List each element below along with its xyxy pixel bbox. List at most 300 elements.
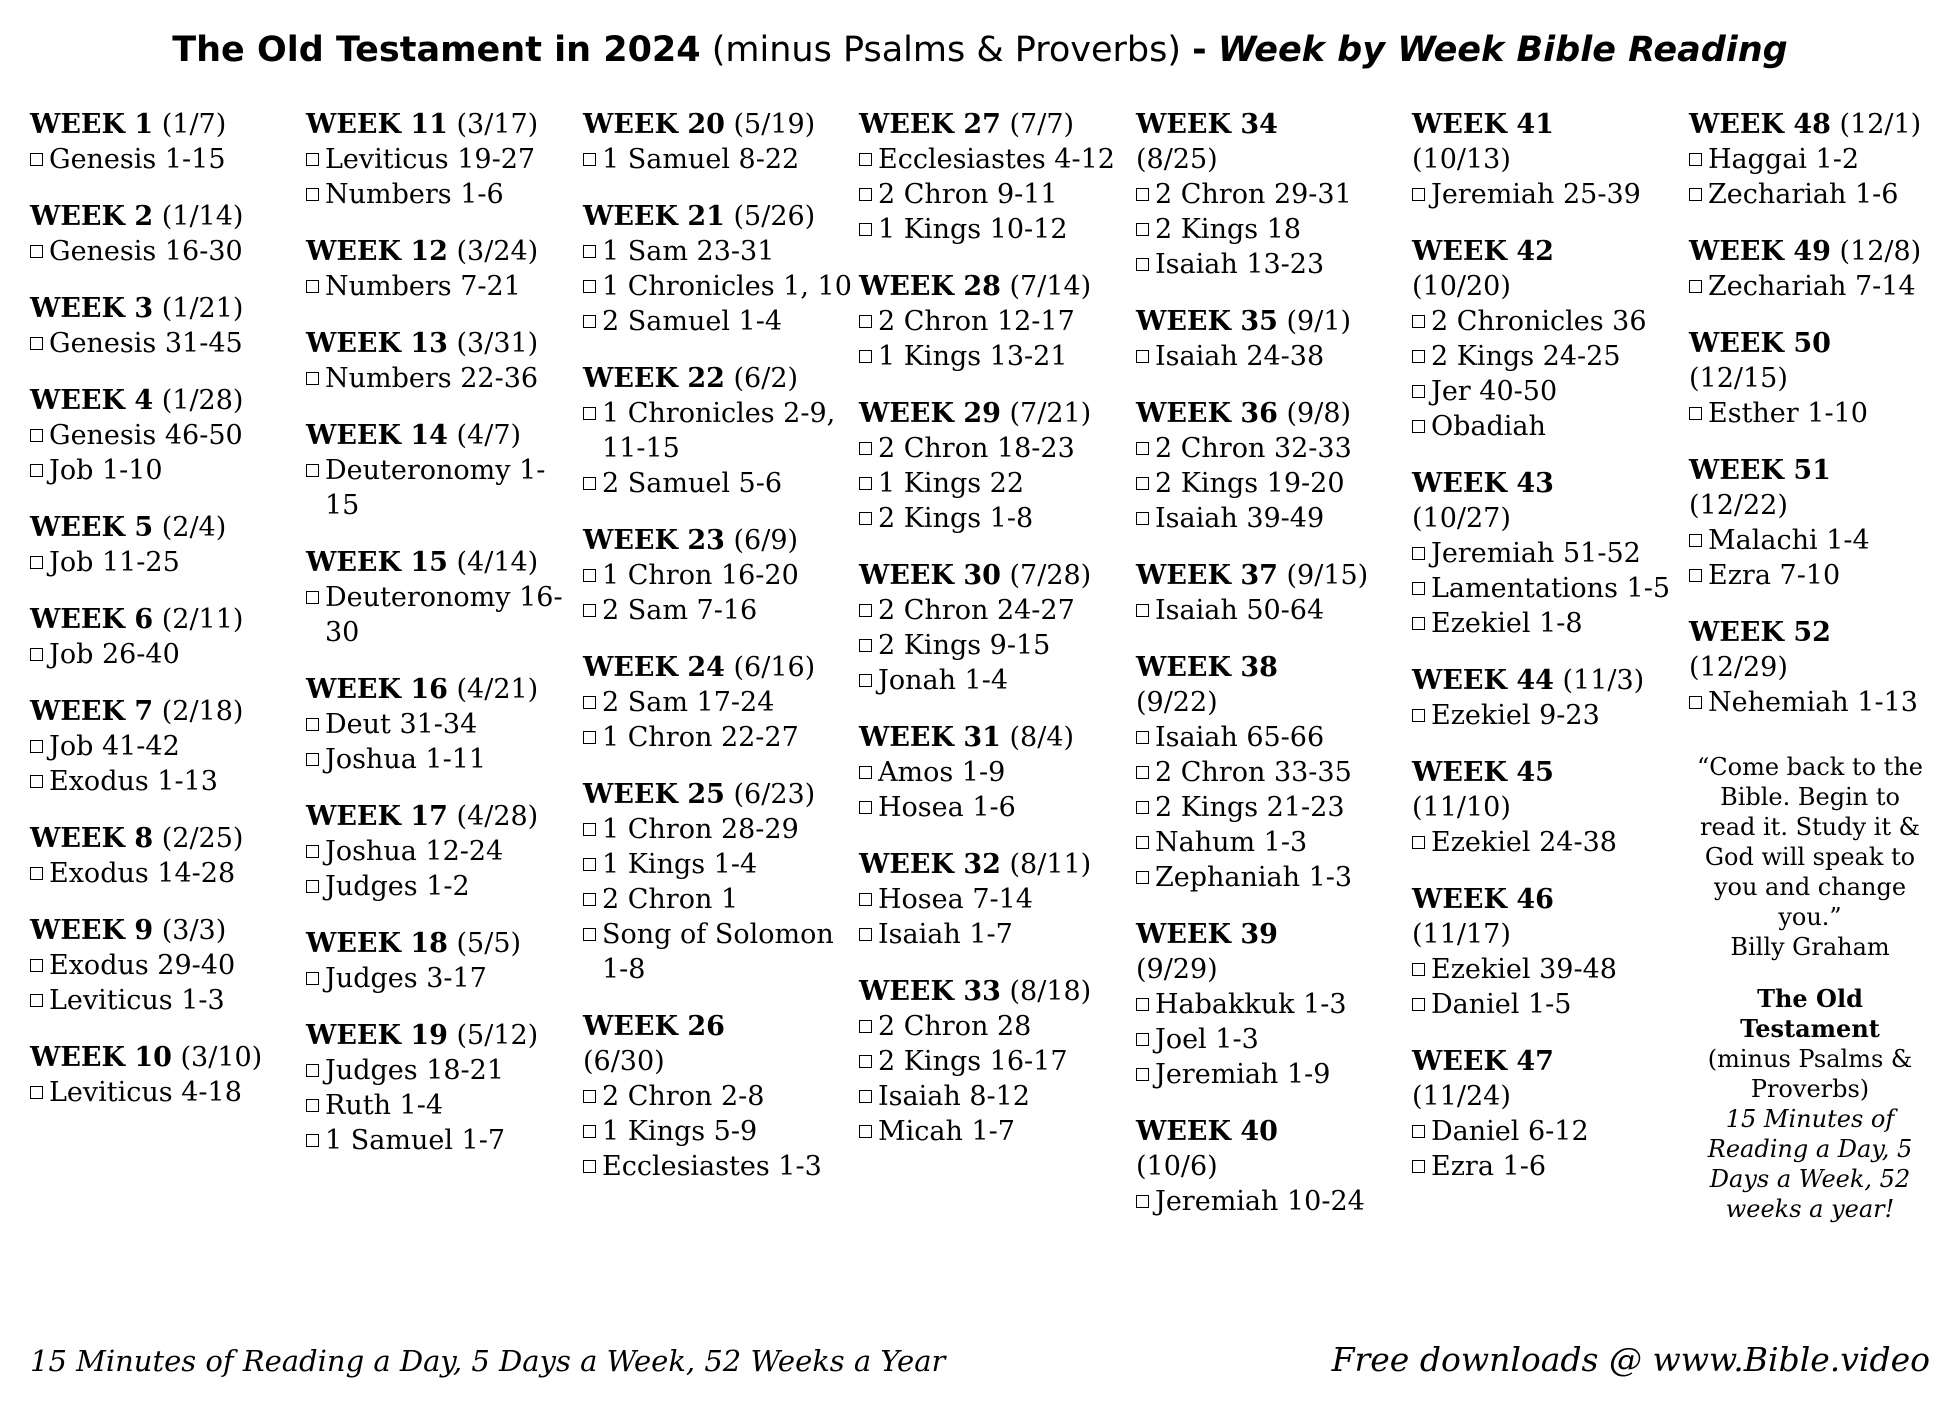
reading-text: 2 Samuel 1-4: [602, 306, 783, 337]
checkbox-icon[interactable]: [1136, 1033, 1149, 1046]
week-date: (2/4): [161, 512, 227, 543]
week-label: WEEK 29: [859, 398, 1001, 429]
checkbox-icon[interactable]: [1412, 998, 1425, 1011]
week-label: WEEK 48: [1689, 109, 1831, 140]
reading-item: [30, 764, 302, 799]
checkbox-icon[interactable]: [1136, 350, 1149, 363]
week-label: WEEK 9: [30, 915, 154, 946]
week-block: [859, 396, 1131, 536]
checkbox-icon[interactable]: [583, 1090, 596, 1103]
reading-text: Daniel 6-12: [1431, 1116, 1589, 1147]
checkbox-icon[interactable]: [583, 893, 596, 906]
week-block: [30, 694, 302, 799]
week-heading: [1412, 466, 1684, 536]
reading-item: [306, 361, 578, 396]
checkbox-icon[interactable]: [859, 153, 872, 166]
week-label: WEEK 8: [30, 823, 154, 854]
week-date: (2/11): [161, 604, 244, 635]
checkbox-icon[interactable]: [583, 858, 596, 871]
checkbox-icon[interactable]: [1136, 604, 1149, 617]
reading-text: Jeremiah 1-9: [1155, 1059, 1331, 1090]
checkbox-icon[interactable]: [1136, 477, 1149, 490]
week-label: WEEK 34: [1136, 109, 1278, 140]
week-heading: [1689, 615, 1960, 685]
checkbox-icon[interactable]: [859, 1020, 872, 1033]
checkbox-icon[interactable]: [583, 604, 596, 617]
reading-text: Joshua 1-11: [325, 744, 487, 775]
checkbox-icon[interactable]: [583, 153, 596, 166]
week-heading: [859, 107, 1131, 142]
reading-text: 1 Kings 5-9: [602, 1116, 758, 1147]
checkbox-icon[interactable]: [583, 477, 596, 490]
checkbox-icon[interactable]: [859, 350, 872, 363]
week-label: WEEK 10: [30, 1042, 172, 1073]
reading-text: Numbers 7-21: [325, 271, 521, 302]
reading-text: Leviticus 4-18: [49, 1077, 242, 1108]
week-label: WEEK 14: [306, 420, 448, 451]
week-label: WEEK 17: [306, 801, 448, 832]
reading-text: Isaiah 8-12: [878, 1081, 1030, 1112]
reading-text: 1 Kings 22: [878, 468, 1025, 499]
week-label: WEEK 13: [306, 328, 448, 359]
reading-item: [30, 983, 302, 1018]
checkbox-icon[interactable]: [30, 867, 43, 880]
reading-item: [306, 580, 578, 650]
reading-item: [30, 948, 302, 983]
checkbox-icon[interactable]: [583, 823, 596, 836]
checkbox-icon[interactable]: [30, 775, 43, 788]
week-block: [1136, 1114, 1408, 1219]
week-heading: [1412, 755, 1684, 825]
reading-item: [1136, 825, 1408, 860]
week-date: (7/21): [1009, 398, 1092, 429]
week-date: (6/2): [733, 363, 799, 394]
reading-text: Genesis 16-30: [49, 236, 243, 267]
reading-item: [1689, 177, 1960, 212]
week-column: [583, 107, 855, 1206]
reading-text: Micah 1-7: [878, 1116, 1015, 1147]
checkbox-icon[interactable]: [583, 928, 596, 941]
week-date: (12/15): [1689, 363, 1788, 394]
checkbox-icon[interactable]: [1136, 766, 1149, 779]
reading-text: Nahum 1-3: [1155, 827, 1308, 858]
week-label: WEEK 46: [1412, 884, 1554, 915]
reading-item: [1136, 501, 1408, 536]
checkbox-icon[interactable]: [583, 696, 596, 709]
week-date: (4/14): [456, 547, 539, 578]
reading-item: [859, 755, 1131, 790]
week-block: [1412, 882, 1684, 1022]
checkbox-icon[interactable]: [1689, 534, 1702, 547]
checkbox-icon[interactable]: [306, 188, 319, 201]
reading-item: [30, 856, 302, 891]
checkbox-icon[interactable]: [859, 442, 872, 455]
week-heading: [1136, 107, 1408, 177]
week-block: [1689, 453, 1960, 593]
reading-text: 2 Chron 18-23: [878, 433, 1075, 464]
checkbox-icon[interactable]: [306, 464, 319, 477]
week-heading: [1136, 650, 1408, 720]
reading-text: Amos 1-9: [878, 757, 1006, 788]
checkbox-icon[interactable]: [30, 959, 43, 972]
week-column: [306, 107, 578, 1180]
reading-text: 1 Kings 13-21: [878, 341, 1068, 372]
checkbox-icon[interactable]: [859, 801, 872, 814]
reading-item: [1689, 523, 1960, 558]
checkbox-icon[interactable]: [859, 928, 872, 941]
checkbox-icon[interactable]: [306, 972, 319, 985]
reading-text: Genesis 1-15: [49, 144, 226, 175]
week-label: WEEK 3: [30, 293, 154, 324]
checkbox-icon[interactable]: [1136, 1195, 1149, 1208]
checkbox-icon[interactable]: [859, 604, 872, 617]
reading-text: Job 26-40: [49, 639, 180, 670]
reading-item: [306, 707, 578, 742]
week-label: WEEK 40: [1136, 1116, 1278, 1147]
reading-text: 2 Sam 7-16: [602, 595, 758, 626]
week-date: (7/14): [1009, 271, 1092, 302]
reading-item: [859, 917, 1131, 952]
week-heading: [30, 913, 302, 948]
week-label: WEEK 47: [1412, 1046, 1554, 1077]
reading-text: 1 Chronicles 1, 10: [602, 271, 852, 302]
checkbox-icon[interactable]: [30, 556, 43, 569]
reading-item: [1412, 952, 1684, 987]
reading-item: [306, 142, 578, 177]
checkbox-icon[interactable]: [1689, 407, 1702, 420]
reading-text: 1 Chron 16-20: [602, 560, 799, 591]
checkbox-icon[interactable]: [583, 1160, 596, 1173]
checkbox-icon[interactable]: [1136, 442, 1149, 455]
week-heading: [1689, 326, 1960, 396]
checkbox-icon[interactable]: [1412, 547, 1425, 560]
reading-text: Isaiah 39-49: [1155, 503, 1325, 534]
reading-text: Jonah 1-4: [878, 665, 1009, 696]
checkbox-icon[interactable]: [30, 648, 43, 661]
checkbox-icon[interactable]: [859, 1055, 872, 1068]
checkbox-icon[interactable]: [859, 639, 872, 652]
week-label: WEEK 43: [1412, 468, 1554, 499]
checkbox-icon[interactable]: [1136, 1068, 1149, 1081]
reading-item: [583, 882, 855, 917]
reading-item: [30, 1075, 302, 1110]
checkbox-icon[interactable]: [1412, 709, 1425, 722]
checkbox-icon[interactable]: [1412, 188, 1425, 201]
week-label: WEEK 45: [1412, 757, 1554, 788]
reading-text: 1 Kings 10-12: [878, 214, 1068, 245]
week-date: (7/7): [1009, 109, 1075, 140]
reading-item: [859, 882, 1131, 917]
week-label: WEEK 11: [306, 109, 448, 140]
checkbox-icon[interactable]: [583, 245, 596, 258]
week-date: (10/6): [1136, 1151, 1218, 1182]
checkbox-icon[interactable]: [1412, 963, 1425, 976]
checkbox-icon[interactable]: [306, 591, 319, 604]
week-heading: [30, 383, 302, 418]
checkbox-icon[interactable]: [1136, 188, 1149, 201]
reading-item: [30, 545, 302, 580]
week-block: [583, 523, 855, 628]
reading-item: [583, 720, 855, 755]
week-label: WEEK 2: [30, 201, 154, 232]
reading-text: 2 Chron 1: [602, 884, 739, 915]
reading-item: [1412, 177, 1684, 212]
week-block: [859, 720, 1131, 825]
week-heading: [1136, 396, 1408, 431]
week-date: (9/29): [1136, 954, 1218, 985]
checkbox-icon[interactable]: [30, 337, 43, 350]
reading-item: [30, 326, 302, 361]
week-date: (9/22): [1136, 687, 1218, 718]
week-label: WEEK 24: [583, 652, 725, 683]
week-heading: [859, 974, 1131, 1009]
checkbox-icon[interactable]: [1136, 512, 1149, 525]
week-date: (7/28): [1009, 560, 1092, 591]
checkbox-icon[interactable]: [30, 994, 43, 1007]
reading-text: Genesis 31-45: [49, 328, 243, 359]
week-block: [583, 650, 855, 755]
week-date: (11/24): [1412, 1081, 1511, 1112]
checkbox-icon[interactable]: [30, 245, 43, 258]
week-heading: [859, 396, 1131, 431]
week-heading: [1689, 453, 1960, 523]
checkbox-icon[interactable]: [583, 280, 596, 293]
checkbox-icon[interactable]: [306, 1134, 319, 1147]
checkbox-icon[interactable]: [306, 880, 319, 893]
week-block: [306, 418, 578, 523]
reading-text: 2 Chron 24-27: [878, 595, 1075, 626]
reading-text: Ezekiel 39-48: [1431, 954, 1617, 985]
checkbox-icon[interactable]: [583, 731, 596, 744]
week-date: (5/5): [456, 928, 522, 959]
week-label: WEEK 21: [583, 201, 725, 232]
tagline-title: The Old Testament: [1740, 984, 1880, 1043]
checkbox-icon[interactable]: [1136, 998, 1149, 1011]
reading-text: 2 Chron 9-11: [878, 179, 1058, 210]
week-block: [30, 383, 302, 488]
checkbox-icon[interactable]: [1412, 836, 1425, 849]
checkbox-icon[interactable]: [1412, 420, 1425, 433]
reading-text: Judges 1-2: [325, 871, 470, 902]
checkbox-icon[interactable]: [583, 1125, 596, 1138]
page-title: [0, 30, 1960, 70]
week-date: (2/25): [161, 823, 244, 854]
checkbox-icon[interactable]: [1412, 350, 1425, 363]
reading-item: [583, 396, 855, 466]
reading-text: Lamentations 1-5: [1431, 573, 1670, 604]
week-block: [30, 602, 302, 672]
reading-text: Nehemiah 1-13: [1708, 687, 1918, 718]
checkbox-icon[interactable]: [859, 477, 872, 490]
reading-text: Jeremiah 51-52: [1431, 538, 1641, 569]
checkbox-icon[interactable]: [30, 429, 43, 442]
week-label: WEEK 18: [306, 928, 448, 959]
reading-text: Zechariah 1-6: [1708, 179, 1899, 210]
checkbox-icon[interactable]: [1136, 223, 1149, 236]
week-heading: [1136, 558, 1408, 593]
checkbox-icon[interactable]: [306, 845, 319, 858]
checkbox-icon[interactable]: [859, 674, 872, 687]
week-heading: [583, 777, 855, 812]
reading-text: 1 Sam 23-31: [602, 236, 775, 267]
week-date: (8/11): [1009, 849, 1092, 880]
week-block: [1136, 107, 1408, 282]
week-date: (4/7): [456, 420, 522, 451]
checkbox-icon[interactable]: [306, 372, 319, 385]
reading-text: Malachi 1-4: [1708, 525, 1870, 556]
checkbox-icon[interactable]: [30, 464, 43, 477]
reading-item: [306, 742, 578, 777]
checkbox-icon[interactable]: [859, 1090, 872, 1103]
reading-text: Jeremiah 25-39: [1431, 179, 1641, 210]
week-label: WEEK 42: [1412, 236, 1554, 267]
checkbox-icon[interactable]: [306, 280, 319, 293]
week-label: WEEK 35: [1136, 306, 1278, 337]
reading-item: [859, 304, 1131, 339]
checkbox-icon[interactable]: [859, 766, 872, 779]
week-label: WEEK 19: [306, 1020, 448, 1051]
reading-text: Song of Solomon 1-8: [602, 919, 834, 985]
week-date: (4/21): [456, 674, 539, 705]
week-block: [1689, 234, 1960, 304]
reading-text: Judges 18-21: [325, 1055, 505, 1086]
checkbox-icon[interactable]: [1689, 280, 1702, 293]
reading-text: 2 Kings 9-15: [878, 630, 1051, 661]
week-heading: [306, 1018, 578, 1053]
checkbox-icon[interactable]: [30, 1086, 43, 1099]
checkbox-icon[interactable]: [1136, 731, 1149, 744]
reading-text: 2 Samuel 5-6: [602, 468, 783, 499]
checkbox-icon[interactable]: [30, 153, 43, 166]
checkbox-icon[interactable]: [1136, 801, 1149, 814]
week-label: WEEK 39: [1136, 919, 1278, 950]
week-label: WEEK 51: [1689, 455, 1831, 486]
reading-text: 2 Sam 17-24: [602, 687, 775, 718]
reading-text: Job 41-42: [49, 731, 180, 762]
checkbox-icon[interactable]: [1412, 1125, 1425, 1138]
week-block: [306, 672, 578, 777]
week-label: WEEK 36: [1136, 398, 1278, 429]
checkbox-icon[interactable]: [583, 407, 596, 420]
checkbox-icon[interactable]: [306, 718, 319, 731]
checkbox-icon[interactable]: [306, 153, 319, 166]
week-heading: [30, 1040, 302, 1075]
reading-item: [1136, 987, 1408, 1022]
checkbox-icon[interactable]: [583, 315, 596, 328]
reading-item: [1412, 571, 1684, 606]
reading-item: [1412, 374, 1684, 409]
week-date: (8/25): [1136, 144, 1218, 175]
checkbox-icon[interactable]: [306, 1099, 319, 1112]
week-heading: [306, 799, 578, 834]
reading-item: [306, 869, 578, 904]
week-label: WEEK 1: [30, 109, 154, 140]
reading-text: Ezekiel 1-8: [1431, 608, 1583, 639]
checkbox-icon[interactable]: [1689, 153, 1702, 166]
checkbox-icon[interactable]: [583, 569, 596, 582]
reading-text: Ezekiel 9-23: [1431, 700, 1600, 731]
reading-text: Numbers 1-6: [325, 179, 504, 210]
checkbox-icon[interactable]: [1689, 188, 1702, 201]
footer-left-text: 15 Minutes of Reading a Day, 5 Days a Week, 52 Weeks a Year: [30, 1344, 946, 1378]
reading-text: 2 Kings 18: [1155, 214, 1302, 245]
checkbox-icon[interactable]: [306, 1064, 319, 1077]
week-block: [1412, 1044, 1684, 1184]
reading-item: [1136, 1022, 1408, 1057]
reading-text: Ecclesiastes 4-12: [878, 144, 1115, 175]
week-heading: [1412, 882, 1684, 952]
title-main: The Old Testament in 2024: [172, 30, 701, 70]
week-block: [306, 799, 578, 904]
week-heading: [30, 199, 302, 234]
checkbox-icon[interactable]: [859, 188, 872, 201]
week-block: [30, 1040, 302, 1110]
checkbox-icon[interactable]: [1136, 258, 1149, 271]
checkbox-icon[interactable]: [306, 753, 319, 766]
checkbox-icon[interactable]: [859, 893, 872, 906]
checkbox-icon[interactable]: [859, 512, 872, 525]
week-label: WEEK 44: [1412, 665, 1554, 696]
reading-item: [583, 1114, 855, 1149]
reading-text: Isaiah 65-66: [1155, 722, 1325, 753]
checkbox-icon[interactable]: [859, 315, 872, 328]
reading-item: [1136, 860, 1408, 895]
checkbox-icon[interactable]: [859, 223, 872, 236]
checkbox-icon[interactable]: [859, 1125, 872, 1138]
week-label: WEEK 15: [306, 547, 448, 578]
reading-item: [859, 501, 1131, 536]
checkbox-icon[interactable]: [1412, 582, 1425, 595]
reading-text: 1 Chron 22-27: [602, 722, 799, 753]
week-block: [583, 1009, 855, 1184]
week-block: [859, 847, 1131, 952]
reading-text: Judges 3-17: [325, 963, 487, 994]
reading-item: [1136, 177, 1408, 212]
week-date: (5/19): [733, 109, 816, 140]
checkbox-icon[interactable]: [1136, 836, 1149, 849]
checkbox-icon[interactable]: [1136, 871, 1149, 884]
week-heading: [1412, 234, 1684, 304]
week-block: [583, 361, 855, 501]
checkbox-icon[interactable]: [1412, 315, 1425, 328]
reading-item: [583, 847, 855, 882]
checkbox-icon[interactable]: [30, 740, 43, 753]
reading-text: Numbers 22-36: [325, 363, 539, 394]
week-date: (11/10): [1412, 792, 1511, 823]
week-date: (6/23): [733, 779, 816, 810]
checkbox-icon[interactable]: [1412, 1160, 1425, 1173]
week-block: [1412, 466, 1684, 641]
week-heading: [30, 694, 302, 729]
week-date: (6/9): [733, 525, 799, 556]
reading-text: Isaiah 24-38: [1155, 341, 1325, 372]
checkbox-icon[interactable]: [1689, 569, 1702, 582]
reading-item: [583, 1149, 855, 1184]
week-block: [1136, 304, 1408, 374]
reading-text: Deut 31-34: [325, 709, 478, 740]
week-date: (12/1): [1839, 109, 1922, 140]
reading-item: [1136, 720, 1408, 755]
reading-item: [306, 961, 578, 996]
week-heading: [1689, 234, 1960, 269]
checkbox-icon[interactable]: [1412, 617, 1425, 630]
checkbox-icon[interactable]: [1412, 385, 1425, 398]
week-label: WEEK 28: [859, 271, 1001, 302]
checkbox-icon[interactable]: [1689, 696, 1702, 709]
week-block: [1689, 615, 1960, 720]
reading-item: [30, 142, 302, 177]
reading-text: Jeremiah 10-24: [1155, 1186, 1365, 1217]
